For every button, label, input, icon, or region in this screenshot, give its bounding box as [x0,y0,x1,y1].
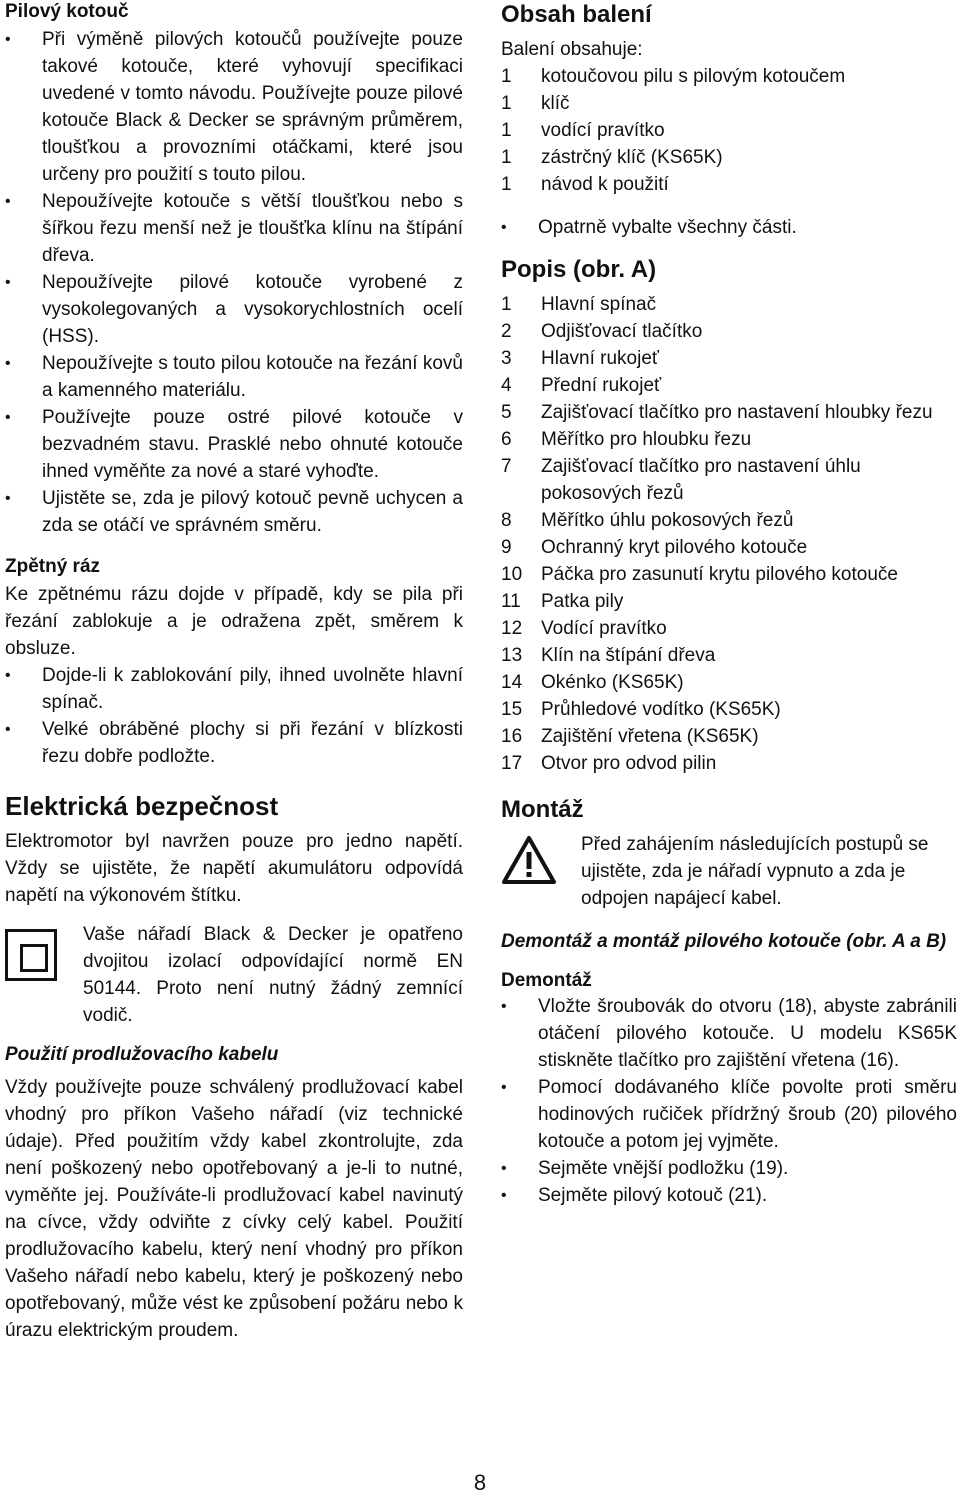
numbered-item [501,345,957,372]
list-item: • Pomocí dodávaného klíče povolte proti směru hodinových ručiček přídržný šroub (20) pilového kotouče a potom jej vyjměte. [501,1074,957,1155]
item-number: 11 [501,591,521,612]
assembly-warning-block [501,831,957,912]
item-text: vodící pravítko [541,120,665,141]
list-item: • Velké obráběné plochy si při řezání v blízkosti řezu dobře podložte. [5,716,463,770]
removal-subheading: Demontáž [501,970,592,991]
list-item: • Při výměně pilových kotoučů používejte pouze takové kotouče, které vyhovují specifikaci uvedené v tomto návodu. Používejte pouze pilové kotouče Black & Decker se správným průměrem, tloušťkou a provozními otáčkami, které jsou určeny pro použití s touto pilou. [5,26,463,188]
numbered-item [501,615,957,642]
list-item: • Opatrně vybalte všechny části. [501,214,957,241]
electrical-safety-text: Elektromotor byl navržen pouze pro jedno napětí. Vždy se ujistěte, že napětí akumulátoru odpovídá napětí na výkonovém štítku. [5,831,463,906]
numbered-item [501,426,957,453]
item-number: 10 [501,564,523,585]
item-text: zástrčný klíč (KS65K) [541,147,723,168]
numbered-item [501,63,957,90]
kickback-text: Ke zpětnému rázu dojde v případě, kdy se pila při řezání zablokuje a je odražena zpět, směrem k obsluze. [5,584,463,659]
item-text: návod k použití [541,174,669,195]
item-text: Vodící pravítko [541,618,667,639]
numbered-item [501,90,957,117]
item-text: Klín na štípání dřeva [541,645,716,666]
list-item: • Sejměte pilový kotouč (21). [501,1182,957,1209]
double-insulation-text: Vaše nářadí Black & Decker je opatřeno dvojitou izolací odpovídající normě EN 50144. Proto není nutný žádný zemnící vodič. [83,924,463,1026]
item-number: 8 [501,510,512,531]
list-item: • Nepoužívejte pilové kotouče vyrobené z vysokolegovaných a vysokorychlostních ocelí (HSS). [5,269,463,350]
unpack-list [501,214,957,241]
numbered-item [501,144,957,171]
item-text: Průhledové vodítko (KS65K) [541,699,781,720]
numbered-item [501,723,957,750]
item-number: 6 [501,429,512,450]
item-text: Ochranný kryt pilového kotouče [541,537,808,558]
numbered-item [501,453,957,507]
item-number: 1 [501,66,512,87]
item-text: Zajištění vřetena (KS65K) [541,726,759,747]
item-number: 7 [501,456,512,477]
item-text: Měřítko úhlu pokosových řezů [541,510,794,531]
item-number: 13 [501,645,523,666]
item-text: Přední rukojeť [541,375,662,396]
item-text: klíč [541,93,570,114]
item-number: 1 [501,147,512,168]
item-number: 14 [501,672,523,693]
left-column [5,0,463,1344]
numbered-item [501,588,957,615]
item-text: Okénko (KS65K) [541,672,684,693]
item-text: kotoučovou pilu s pilovým kotoučem [541,66,846,87]
item-number: 15 [501,699,523,720]
double-insulation-block [5,921,463,1029]
numbered-item [501,669,957,696]
kickback-heading: Zpětný ráz [5,556,101,577]
saw-blade-heading: Pilový kotouč [5,1,129,22]
double-insulation-icon [5,929,57,981]
removal-list [501,993,957,1209]
numbered-item [501,117,957,144]
item-number: 5 [501,402,512,423]
item-text: Odjišťovací tlačítko [541,321,703,342]
item-text: Zajišťovací tlačítko pro nastavení úhlu pokosových řezů [541,456,861,504]
numbered-item [501,318,957,345]
item-number: 16 [501,726,523,747]
numbered-item [501,561,957,588]
item-number: 12 [501,618,523,639]
assembly-heading: Montáž [501,796,584,823]
kickback-list [5,662,463,770]
list-item: • Nepoužívejte kotouče s větší tloušťkou nebo s šířkou řezu menší než je tloušťka klínu na štípání dřeva. [5,188,463,269]
list-item: • Nepoužívejte s touto pilou kotouče na řezání kovů a kamenného materiálu. [5,350,463,404]
list-item: • Sejměte vnější podložku (19). [501,1155,957,1182]
list-item: • Dojde-li k zablokování pily, ihned uvolněte hlavní spínač. [5,662,463,716]
numbered-item [501,534,957,561]
extension-cable-text: Vždy používejte pouze schválený prodlužovací kabel vhodný pro příkon Vašeho nářadí (viz technické údaje). Před použitím vždy kabel zkontrolujte, zda není poškozený nebo opotřebovaný a je-li to nutné, vyměňte jej. Používáte-li prodlužovací kabel navinutý na cívce, vždy odviňte z cívky celý kabel. Použití prodlužovacího kabelu, který není vhodný pro příkon Vašeho nářadí nebo kabelu, který je poškozený nebo opotřebovaný, může vést ke způsobení požáru nebo k úrazu elektrickým proudem. [5,1077,463,1341]
item-number: 3 [501,348,512,369]
item-text: Patka pily [541,591,624,612]
warning-icon [501,831,581,912]
right-column [501,0,957,1209]
page-number: 8 [473,1470,487,1495]
description-heading: Popis (obr. A) [501,256,657,283]
numbered-item [501,507,957,534]
item-number: 1 [501,174,512,195]
saw-blade-list [5,26,463,539]
item-text: Hlavní spínač [541,294,657,315]
item-text: Otvor pro odvod pilin [541,753,717,774]
item-text: Zajišťovací tlačítko pro nastavení hloubky řezu [541,402,933,423]
item-text: Měřítko pro hloubku řezu [541,429,752,450]
numbered-item [501,750,957,777]
numbered-item [501,291,957,318]
electrical-safety-heading: Elektrická bezpečnost [5,791,279,821]
numbered-item [501,372,957,399]
list-item: • Používejte pouze ostré pilové kotouče v bezvadném stavu. Prasklé nebo ohnuté kotouče ihned vyměňte za nové a staré vyhoďte. [5,404,463,485]
numbered-item [501,399,957,426]
list-item: • Vložte šroubovák do otvoru (18), abyste zabránili otáčení pilového kotouče. U modelu KS65K stiskněte tlačítko pro zajištění vřetena (16). [501,993,957,1074]
description-list [501,291,957,777]
item-number: 9 [501,537,512,558]
numbered-item [501,642,957,669]
blade-removal-heading: Demontáž a montáž pilového kotouče (obr. A a B) [501,931,947,952]
assembly-warning-text: Před zahájením následujících postupů se ujistěte, zda je nářadí vypnuto a zda je odpojen napájecí kabel. [581,834,929,909]
list-item: • Ujistěte se, zda je pilový kotouč pevně uchycen a zda se otáčí ve správném směru. [5,485,463,539]
item-number: 1 [501,294,512,315]
item-number: 1 [501,120,512,141]
item-number: 2 [501,321,512,342]
item-number: 17 [501,753,523,774]
package-contents-list [501,63,957,198]
package-contents-heading: Obsah balení [501,1,652,28]
package-contents-intro: Balení obsahuje: [501,39,643,60]
numbered-item [501,171,957,198]
double-insulation-icon-wrap [5,921,83,1029]
item-number: 4 [501,375,512,396]
item-text: Hlavní rukojeť [541,348,660,369]
item-text: Páčka pro zasunutí krytu pilového kotouče [541,564,898,585]
numbered-item [501,696,957,723]
extension-cable-heading: Použití prodlužovacího kabelu [5,1044,279,1065]
item-number: 1 [501,93,512,114]
